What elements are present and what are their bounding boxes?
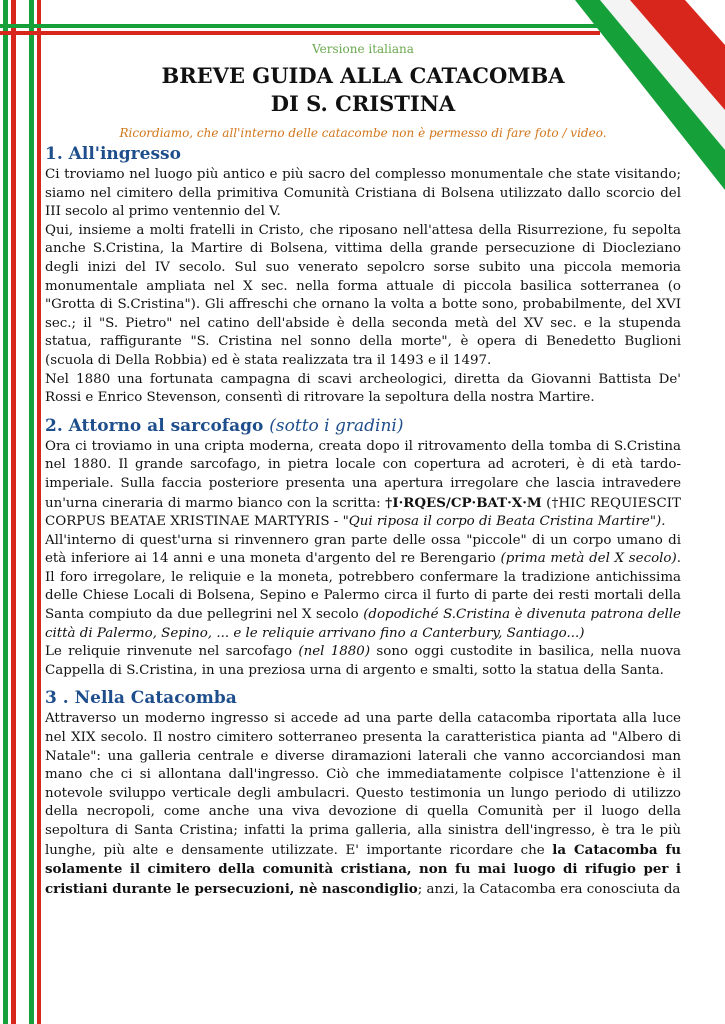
section-2-paragraph-1 xyxy=(45,438,681,532)
text-run: sono oggi custodite in basilica, nella nuova Cappella di S.Cristina, in una preziosa urna di argento e smalti, sotto la statua della Santa. xyxy=(45,644,681,678)
section-2-heading xyxy=(45,416,681,436)
text-run: ; anzi, la Catacomba era conosciuta da xyxy=(417,881,681,897)
italic-note: (dopodiché S.Cristina è divenuta patrona delle città di Palermo, Sepino, ... e le reliquie arrivano fino a Canterbury, Santiago...) xyxy=(45,607,681,641)
section-2-heading-main: 2. Attorno al sarcofago xyxy=(45,415,264,436)
section-1-paragraph-1: Ci troviamo nel luogo più antico e più sacro del complesso monumentale che state visitando; siamo nel cimitero della primitiva Comunità Cristiana di Bolsena utilizzato dallo scorcio del III secolo al primo ventennio del V. xyxy=(45,167,681,220)
left-red-stripe xyxy=(11,0,16,1024)
section-1-heading: 1. All'ingresso xyxy=(45,144,181,164)
section-3-heading: 3 . Nella Catacomba xyxy=(45,688,237,709)
section-3-paragraph-1 xyxy=(45,710,681,899)
top-red-stripe xyxy=(0,31,600,35)
version-label: Versione italiana xyxy=(312,42,414,56)
text-run: All'interno di quest'urna si rinvennero gran parte delle ossa "piccole" di un corpo umano di età inferiore ai 14 anni e una moneta d'argento del re Berengario xyxy=(45,532,681,567)
section-2-paragraph-2 xyxy=(45,532,681,644)
text-run: Attraverso un moderno ingresso si accede ad una parte della catacomba riportata alla luce nel XIX secolo. Il nostro cimitero sotterraneo presenta la caratteristica pianta ad "Albero di Natale": una galleria centrale e diverse diramazioni laterali che vanno accorciandosi man mano che ci si allontana dall'ingresso. Ciò che immediatamente colpisce l'attenzione è il notevole sviluppo verticale degli ambulacri. Questo testimonia un lungo periodo di utilizzo della necropoli, come anche una viva devozione di quella Comunità per il luogo della sepoltura di Santa Cristina; infatti la prima galleria, alla sinistra dell'ingresso, è tra le più lunghe, più alte e densamente utilizzate. E' importante ricordare che xyxy=(45,711,681,858)
title-line-2: DI S. CRISTINA xyxy=(270,91,456,116)
text-run: Ora ci troviamo in una cripta moderna, creata dopo il ritrovamento della tomba di S.Cristina nel 1880. Il grande sarcofago, in pietra locale con copertura ad acroteri, è di età tardo-imperiale. Sulla faccia posteriore presenta una apertura irregolare che lascia intravedere un'urna cineraria di marmo bianco con la scritta: xyxy=(45,438,681,511)
text-run: . Il foro irregolare, le reliquie e la moneta, potrebbero confermare la tradizione antichissima delle Chiese Locali di Bolsena, Sepino e Palermo circa il furto di parte dei resti mortali della Santa compiuto da due pellegrini nel X secolo xyxy=(45,551,681,623)
section-2-paragraph-3 xyxy=(45,643,681,680)
section-1-paragraph-3: Nel 1880 una fortunata campagna di scavi archeologici, diretta da Giovanni Battista De' Rossi e Enrico Stevenson, consentì di ritrovare la sepoltura della nostra Martire. xyxy=(45,371,681,406)
left-green-stripe xyxy=(3,0,8,1024)
photo-notice: Ricordiamo, che all'interno delle catacombe non è permesso di fare foto / video. xyxy=(119,126,607,140)
section-1-paragraph-2: Qui, insieme a molti fratelli in Cristo, che riposano nell'attesa della Risurrezione, fu sepolta anche S.Cristina, la Martire di Bolsena, vittima della grande persecuzione di Diocleziano degli inizi del IV secolo. Sul suo venerato sepolcro sorse subito una piccola memoria monumentale ampliata nel X sec. nella forma attuale di piccola basilica sotterranea (o "Grotta di S.Cristina"). Gli affreschi che ornano la volta a botte sono, probabilmente, del XVI sec.; il "S. Pietro" nel catino dell'abside è della seconda metà del XV sec. e la stupenda statua, raffigurante "S. Cristina nel sonno della morte", è opera di Benedetto Buglioni (scuola di Della Robbia) ed è stata realizzata tra il 1493 e il 1497. xyxy=(45,222,681,368)
section-2-heading-sub: (sotto i gradini) xyxy=(269,415,404,436)
bold-statement: la Catacomba fu solamente il cimitero della comunità cristiana, non fu mai luogo di rifugio per i cristiani durante le persecuzioni, nè nascondiglio xyxy=(45,841,682,897)
left-green-stripe-2 xyxy=(29,0,34,1024)
italic-note: (nel 1880) xyxy=(298,644,371,660)
page-title xyxy=(45,62,681,118)
text-run: Le reliquie rinvenute nel sarcofago xyxy=(45,644,299,660)
document-page xyxy=(45,40,681,899)
italic-note: (prima metà del X secolo) xyxy=(500,551,677,567)
italic-translation: "Qui riposa il corpo di Beata Cristina Martire"). xyxy=(342,514,666,530)
inscription-text: †I·RQES/CP·BAT·X·M xyxy=(385,494,542,511)
text-run: (†HIC REQUIESCIT CORPUS BEATAE XRISTINAE MARTYRIS - xyxy=(45,495,681,530)
title-line-1: BREVE GUIDA ALLA CATACOMBA xyxy=(161,63,565,88)
left-red-stripe-2 xyxy=(37,0,41,1024)
top-green-stripe xyxy=(0,24,600,28)
